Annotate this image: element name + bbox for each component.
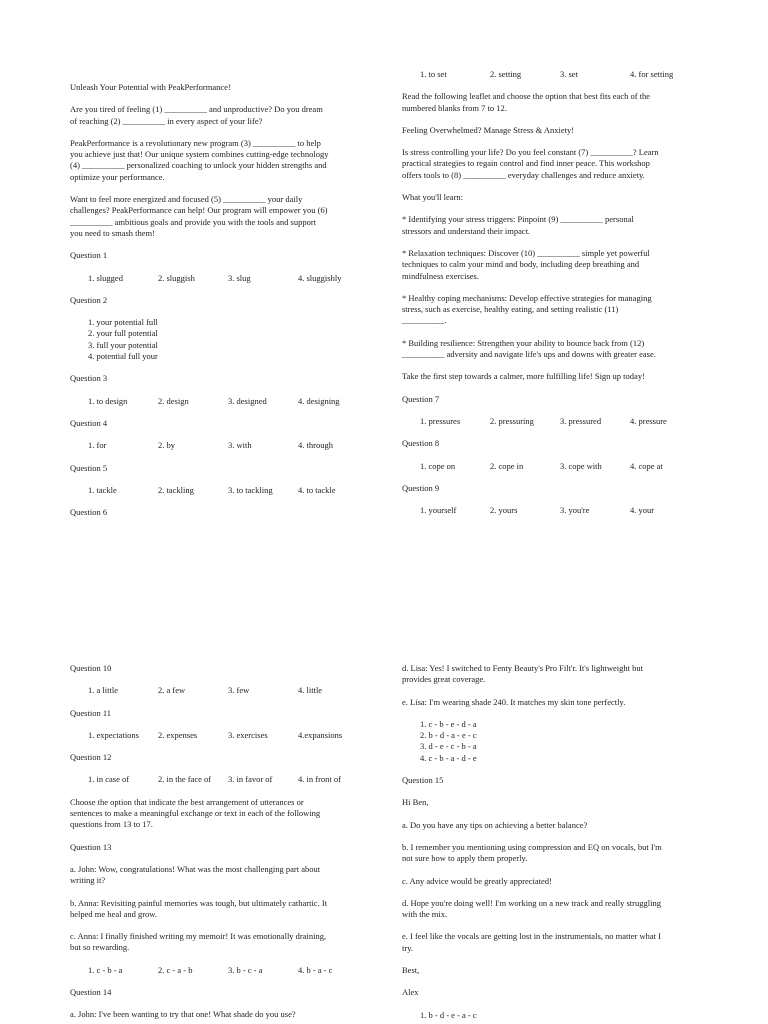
question-label: Question 3 [70,373,108,384]
answer-options [402,461,702,472]
text-line: (4) __________ personalized coaching to unlock your hidden strengths and [70,160,327,171]
answer-options [402,1010,702,1021]
instruction-line: Read the following leaflet and choose the option that best fits each of the [402,91,651,102]
text-line: * Relaxation techniques: Discover (10) __________ simple yet powerful [402,247,650,258]
option[interactable]: 4. potential full your [88,351,158,362]
question-label: Question 15 [402,775,444,786]
option[interactable]: 4. to tackle [298,484,336,495]
text-line: stress, such as exercise, healthy eating, and setting realistic (11) [402,304,619,315]
option[interactable]: 2. by [158,440,175,451]
question-label: Question 5 [70,462,108,473]
option[interactable]: 2. yours [490,505,518,516]
option[interactable]: 3. b - c - a [228,964,263,975]
option[interactable]: 2. tackling [158,484,194,495]
option[interactable]: 1. a little [88,685,118,696]
option[interactable]: 3. you're [560,505,590,516]
option[interactable]: 1. slugged [88,272,123,283]
option[interactable]: 1. expectations [88,729,139,740]
text-line: * Healthy coping mechanisms: Develop effective strategies for managing [402,292,652,303]
option[interactable]: 1. c - b - a [88,964,123,975]
option[interactable]: 1. c - b - e - d - a [420,718,477,729]
text-line: a. John: I've been wanting to try that one! What shade do you use? [70,1009,296,1020]
text-line: of reaching (2) __________ in every aspect of your life? [70,115,263,126]
text-line: helped me heal and grow. [70,908,158,919]
option[interactable]: 3. to tackling [228,484,273,495]
question-label: Question 1 [70,250,108,261]
option[interactable]: 1. b - d - e - a - c [420,1009,477,1020]
option[interactable]: 4. sluggishly [298,272,342,283]
top-right-column [402,69,702,516]
instruction-line: sentences to make a meaningful exchange or text in each of the following [70,808,321,819]
option[interactable]: 3. set [560,69,578,79]
answer-options [70,396,370,407]
text-line: try. [402,942,414,953]
answer-options [70,965,370,976]
text-line: optimize your performance. [70,171,165,182]
answer-options [402,416,702,427]
option[interactable]: 3. pressured [560,415,602,426]
text-line: with the mix. [402,909,448,920]
answer-options [402,69,702,80]
text-line: What you'll learn: [402,192,464,203]
option[interactable]: 2. in the face of [158,774,212,785]
option[interactable]: 1. yourself [420,505,457,516]
option[interactable]: 1. cope on [420,460,456,471]
option[interactable]: 4. pressure [630,415,667,426]
option[interactable]: 3. with [228,440,252,451]
option[interactable]: 4. your [630,505,655,516]
answer-options [70,317,370,362]
option[interactable]: 3. cope with [560,460,602,471]
text-line: but so rewarding. [70,942,130,953]
question-label: Question 12 [70,752,112,763]
option[interactable]: 2. cope in [490,460,524,471]
instruction-line: questions from 13 to 17. [70,819,153,830]
text-line: provides great coverage. [402,674,486,685]
answer-options [70,273,370,284]
text-line: Are you tired of feeling (1) __________ and unproductive? Do you dream [70,104,323,115]
question-label: Question 13 [70,841,112,852]
option[interactable]: 2. setting [490,69,522,79]
option[interactable]: 2. expenses [158,729,198,740]
option[interactable]: 1. to set [420,69,447,79]
question-label: Question 10 [70,663,112,673]
option[interactable]: 2. c - a - b [158,964,193,975]
text-line: Alex [402,987,419,998]
text-line: * Building resilience: Strengthen your ability to bounce back from (12) [402,337,645,348]
text-line: you need to smash them! [70,227,155,238]
option[interactable]: 4. through [298,440,333,451]
option[interactable]: 2. a few [158,685,186,696]
option[interactable]: 3. in favor of [228,774,273,785]
instruction-line: numbered blanks from 7 to 12. [402,102,507,113]
option[interactable]: 3. designed [228,395,267,406]
instruction-line: Choose the option that indicate the best arrangement of utterances or [70,796,304,807]
question-label: Question 9 [402,482,440,493]
text-line: Want to feel more energized and focused (5) __________ your daily [70,194,303,205]
answer-options [70,485,370,496]
text-line: b. Anna: Revisiting painful memories was tough, but ultimately cathartic. It [70,897,328,908]
option[interactable]: 4. designing [298,395,340,406]
text-line: Best, [402,965,420,976]
text-line: stressors and understand their impact. [402,225,531,236]
text-line: Is stress controlling your life? Do you feel constant (7) __________? Learn [402,147,659,158]
question-label: Question 6 [70,507,108,518]
answer-options [70,730,370,741]
text-line: __________ adversity and navigate life's ups and downs with greater ease. [402,349,656,360]
text-line: d. Hope you're doing well! I'm working on a new track and really struggling [402,897,661,908]
option[interactable]: 4. cope at [630,460,663,471]
text-line: a. Do you have any tips on achieving a better balance? [402,819,588,830]
option[interactable]: 3. d - e - c - b - a [420,741,477,752]
text-line: d. Lisa: Yes! I switched to Fenty Beauty's Pro Filt'r. It's lightweight but [402,663,643,673]
leaflet-title: Feeling Overwhelmed? Manage Stress & Anxiety! [402,124,575,135]
text-line: e. Lisa: I'm wearing shade 240. It matches my skin tone perfectly. [402,696,626,707]
text-line: c. Anna: I finally finished writing my memoir! It was emotionally draining, [70,931,327,942]
text-line: Take the first step towards a calmer, more fulfilling life! Sign up today! [402,371,645,382]
bottom-left-column [70,663,370,1021]
text-line: mindfulness exercises. [402,270,479,281]
question-label: Question 14 [70,987,112,998]
option[interactable]: 4. b - a - c [298,964,333,975]
top-left-column [70,82,370,518]
question-label: Question 11 [70,707,112,718]
option[interactable]: 1. to design [88,395,128,406]
question-label: Question 2 [70,294,108,305]
question-label: Question 7 [402,393,440,404]
option[interactable]: 4. c - b - a - d - e [420,752,477,763]
text-line: b. I remember you mentioning using compression and EQ on vocals, but I'm [402,841,662,852]
option[interactable]: 4. for setting [630,69,674,79]
text-line: __________. [402,315,447,326]
option[interactable]: 2. sluggish [158,272,195,283]
option[interactable]: 3. exercises [228,729,268,740]
option[interactable]: 4. in front of [298,774,341,785]
answer-options [70,774,370,785]
answer-options [70,685,370,696]
text-line: e. I feel like the vocals are getting lost in the instrumentals, no matter what I [402,931,661,942]
option[interactable]: 1. your potential full [88,317,158,328]
text-line: Hi Ben, [402,797,429,808]
text-line: a. John: Wow, congratulations! What was the most challenging part about [70,863,321,874]
text-line: challenges? PeakPerformance can help! Our program will empower you (6) [70,205,328,216]
text-line: offers tools to (8) __________ everyday challenges and reduce anxiety. [402,169,645,180]
question-label: Question 4 [70,417,108,428]
text-line: techniques to calm your mind and body, including deep breathing and [402,259,640,270]
option[interactable]: 2. pressuring [490,415,534,426]
text-line: * Identifying your stress triggers: Pinpoint (9) __________ personal [402,214,634,225]
answer-options [402,719,702,764]
option[interactable]: 3. full your potential [88,339,158,350]
option[interactable]: 2. your full potential [88,328,158,339]
option[interactable]: 4.expansions [298,729,343,740]
text-line: PeakPerformance is a revolutionary new program (3) __________ to help [70,137,321,148]
answer-options [70,440,370,451]
option[interactable]: 2. design [158,395,189,406]
text-line: practical strategies to regain control and find inner peace. This workshop [402,158,650,169]
question-label: Question 8 [402,438,440,449]
leaflet-title: Unleash Your Potential with PeakPerformance! [70,82,231,92]
text-line: __________ ambitious goals and provide you with the tools and support [70,216,317,227]
option[interactable]: 1. tackle [88,484,117,495]
answer-options [402,505,702,516]
option[interactable]: 1. in case of [88,774,130,785]
option[interactable]: 1. for [88,440,107,451]
option[interactable]: 1. pressures [420,415,461,426]
text-line: you achieve just that! Our unique system combines cutting-edge technology [70,149,329,160]
option[interactable]: 3. slug [228,272,251,283]
text-line: writing it? [70,875,106,886]
option[interactable]: 3. few [228,685,250,696]
text-line: not sure how to apply them properly. [402,853,528,864]
bottom-right-column [402,663,702,1021]
option[interactable]: 2. b - d - a - e - c [420,730,477,741]
text-line: c. Any advice would be greatly appreciated! [402,875,552,886]
option[interactable]: 4. little [298,685,323,696]
